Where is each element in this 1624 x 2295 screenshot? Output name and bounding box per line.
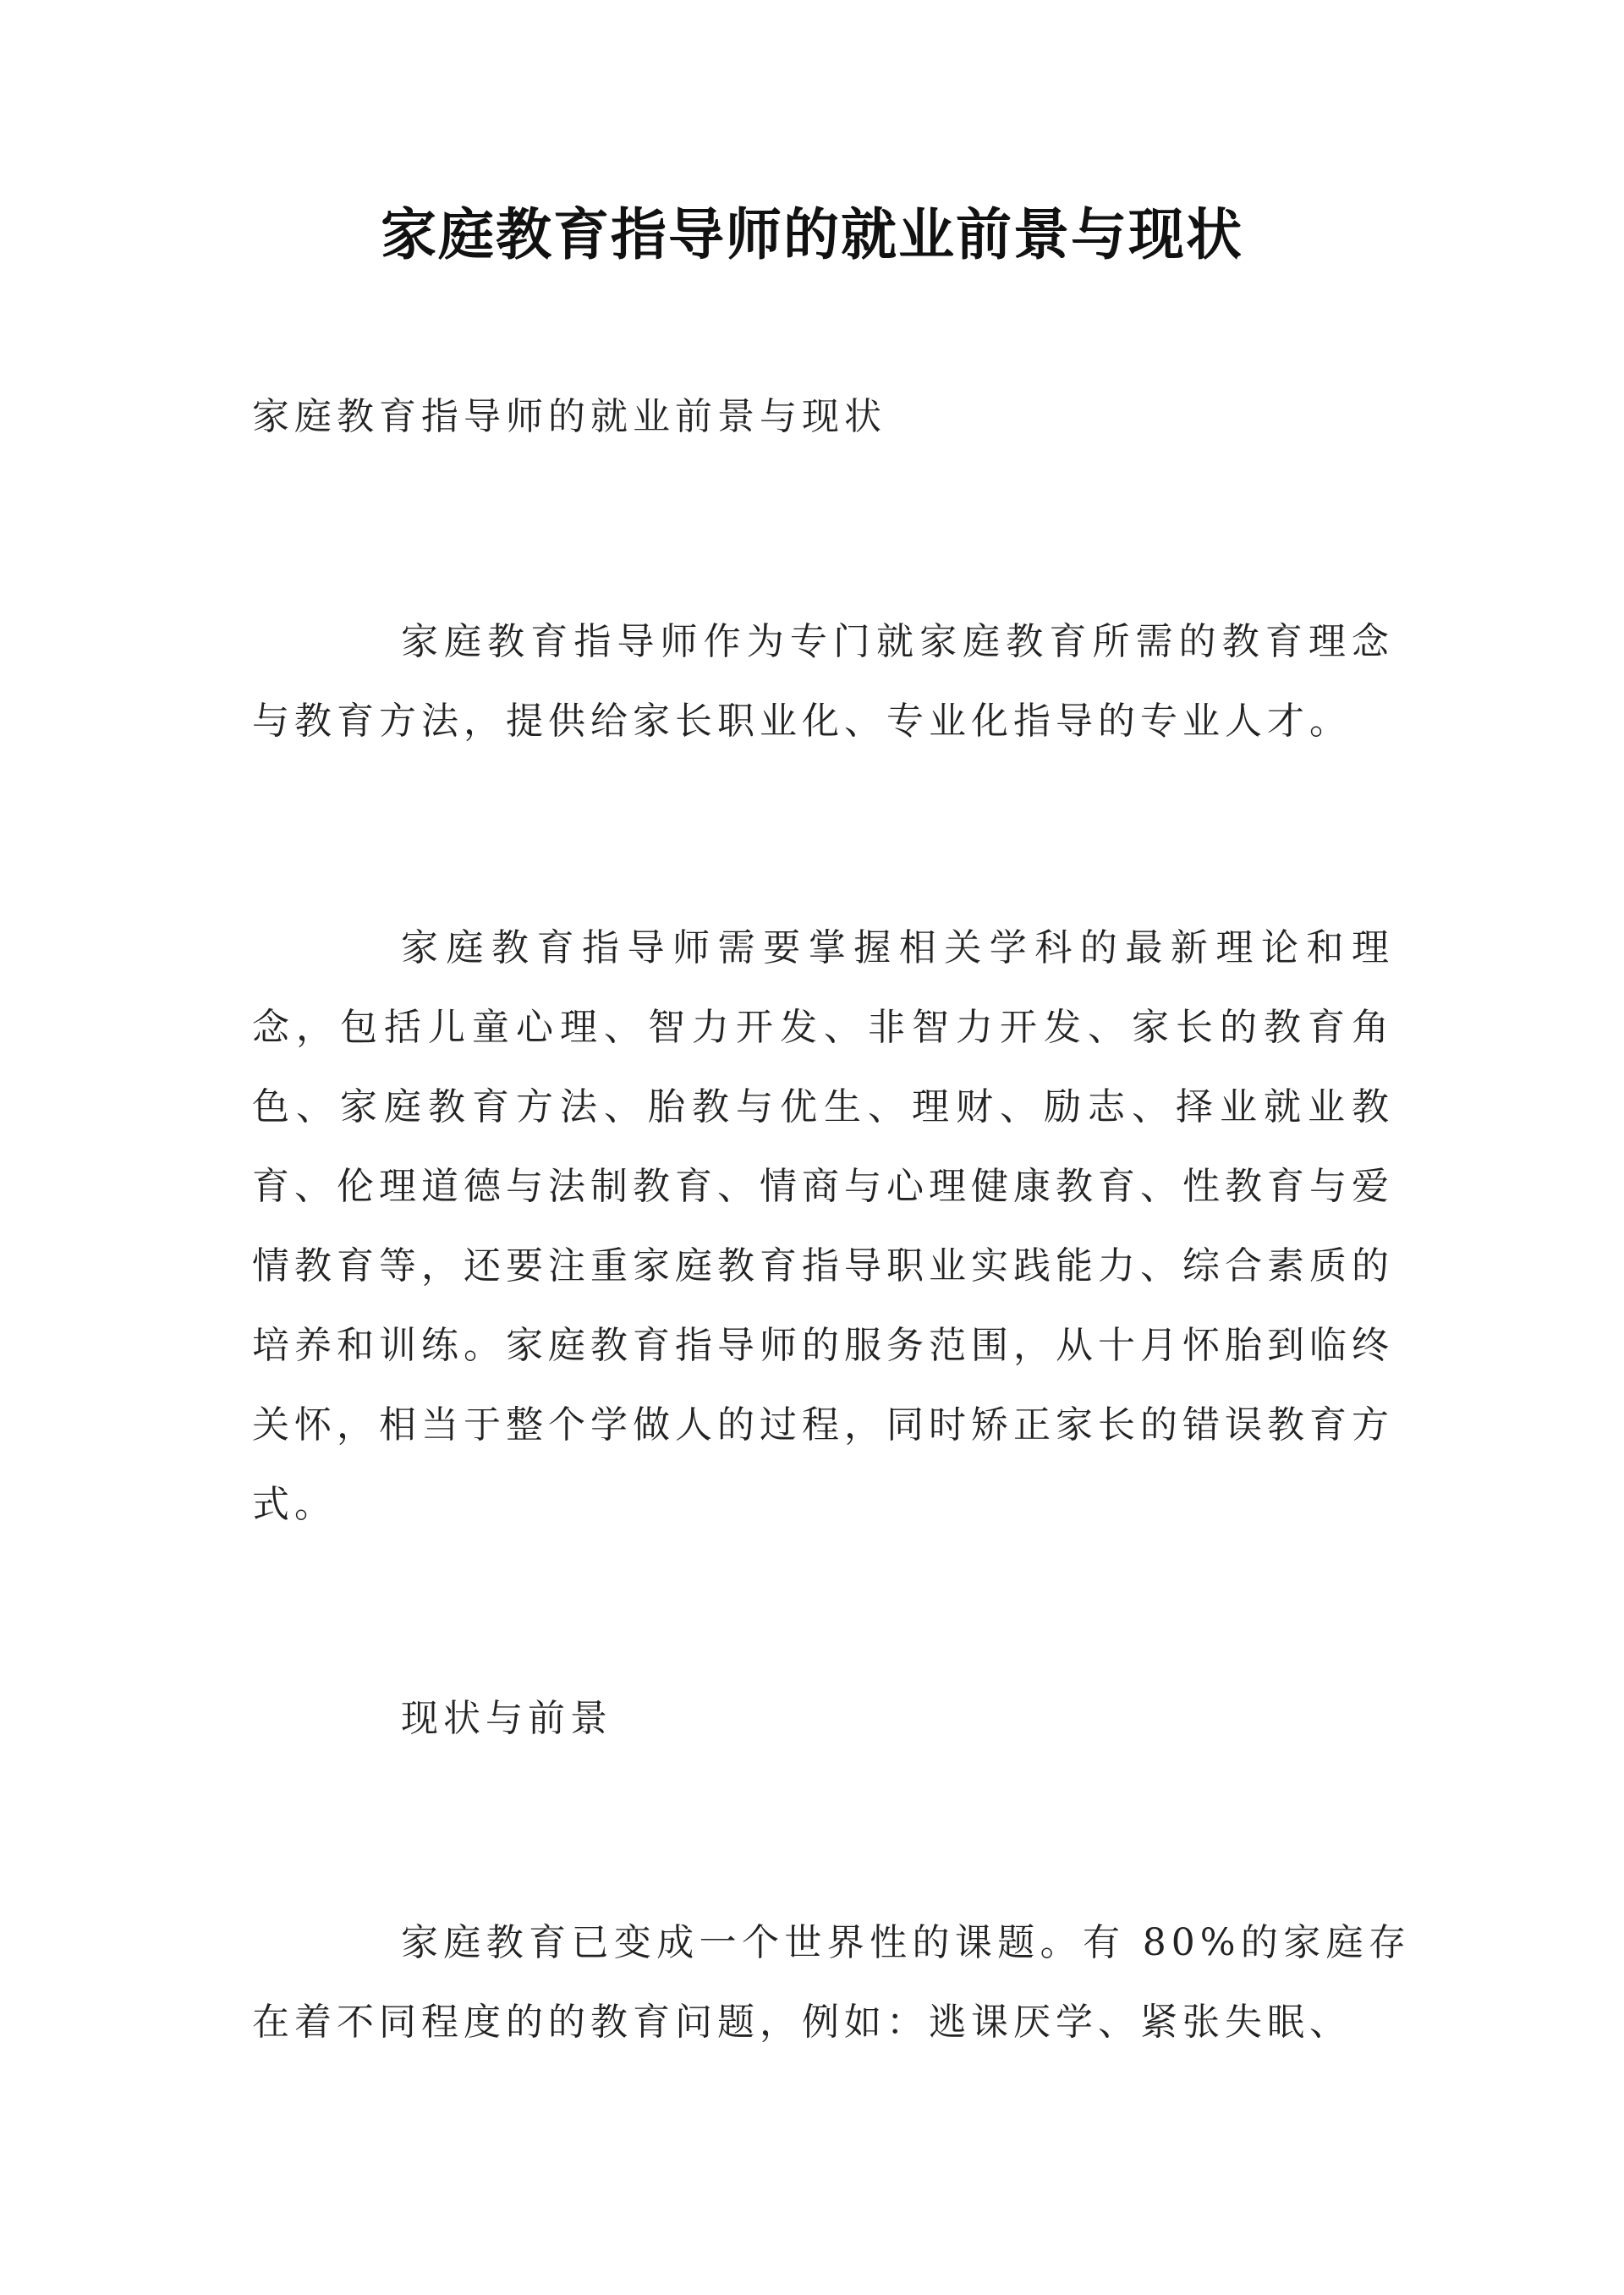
paragraph-status: 家庭教育已变成一个世界性的课题。有 80%的家庭存在着不同程度的的教育问题，例如：逃课厌学、紧张失眠、: [252, 1921, 1411, 2044]
document-subtitle: 家庭教育指导师的就业前景与现状: [252, 395, 886, 438]
document-title: 家庭教育指导师的就业前景与现状: [381, 202, 1243, 267]
paragraph-requirements: 家庭教育指导师需要掌握相关学科的最新理论和理念，包括儿童心理、智力开发、非智力开发、家长的教育角色、家庭教育方法、胎教与优生、理财、励志、择业就业教育、伦理道德与法制教育、情商与心理健康教育、性教育与爱情教育等，还要注重家庭教育指导职业实践能力、综合素质的培养和训练。家庭教育指导师的服务范围，从十月怀胎到临终关怀，相当于整个学做人的过程，同时矫正家长的错误教育方式。: [252, 926, 1394, 1526]
paragraph-definition: 家庭教育指导师作为专门就家庭教育所需的教育理念与教育方法，提供给家长职业化、专业化指导的专业人才。: [252, 620, 1394, 743]
section-heading: 现状与前景: [401, 1697, 612, 1740]
